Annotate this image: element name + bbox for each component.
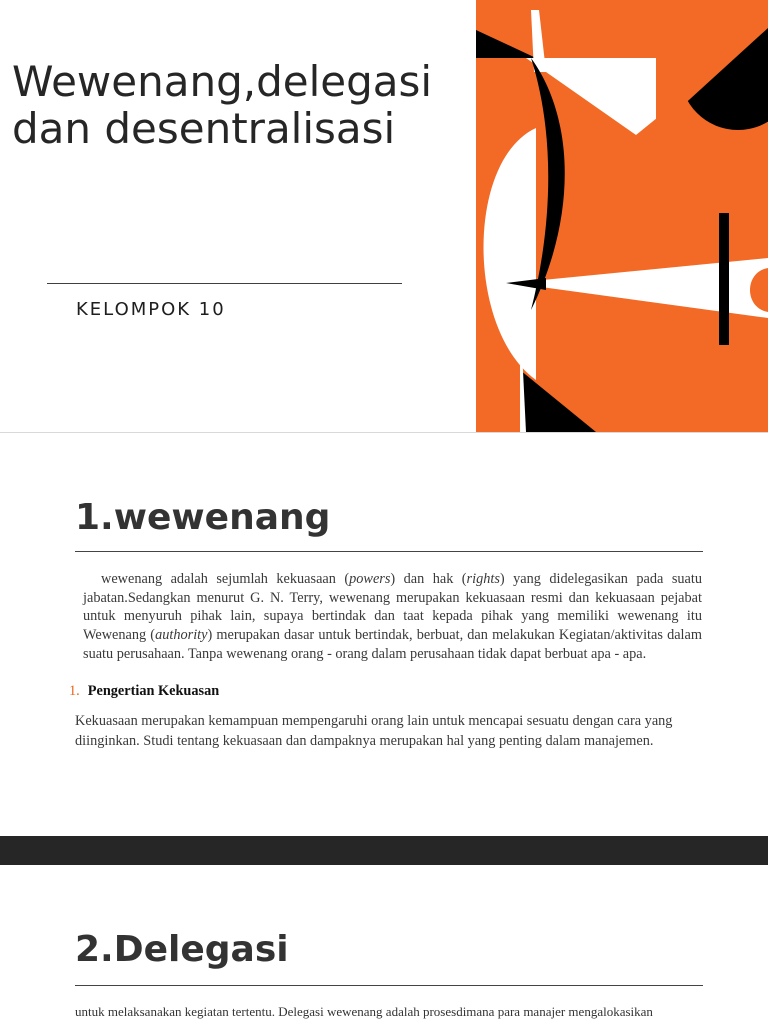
subheading-text: Pengertian Kekuasan [87,683,220,699]
slide-subtitle: KELOMPOK 10 [76,299,226,320]
kekuasaan-paragraph: Kekuasaan merupakan kemampuan mempengaruhi orang lain untuk mencapai sesuatu dengan cara yang diinginkan. Studi tentang kekuasaan dan dampaknya merupakan hal yang penting dalam manajemen. [75,713,673,749]
slide-title [12,58,462,152]
para-text-4: ) merupakan dasar untuk bertindak, berbuat, dan melakukan Kegiatan/aktivitas dalam suatu perusahaan. Tanpa wewenang orang - orang dalam perusahaan tidak dapat berbuat apa - apa. [83,627,702,662]
dark-band [0,836,768,865]
delegasi-slide [0,865,768,1024]
para-text-1: wewenang adalah sejumlah kekuasaan ( [101,571,350,587]
para-rights: rights [466,571,500,587]
section-heading-2: 2.Delegasi [75,929,289,970]
para-text-3: ) yang didelegasikan pada suatu jabatan.Sedangkan menurut G. N. Terry, wewenang merupakan kekuasaan resmi dan kekuasaan pejabat untuk menyuruh pihak lain, supaya bertindak dan taat kepada pihak yang memiliki wewenang itu Wewenang ( [83,571,702,644]
title-line-2: dan desentralisasi [12,104,396,153]
heading-divider [75,551,703,552]
wewenang-slide [0,433,768,836]
title-line-1: Wewenang,delegasi [12,57,433,106]
subheading-number: 1. [69,683,80,699]
subheading [69,683,219,700]
title-divider [47,283,402,284]
wewenang-paragraph [83,570,702,664]
art-black-bar [719,213,729,345]
para-authority: authority [155,627,208,644]
section-heading: 1.wewenang [75,497,331,538]
para-text-2: ) dan hak ( [390,571,467,587]
delegasi-paragraph: untuk melaksanakan kegiatan tertentu. Delegasi wewenang adalah prosesdimana para manajer mengalokasikan [75,1004,653,1019]
title-slide [0,0,768,432]
heading-divider-2 [75,985,703,986]
abstract-artwork [476,0,768,432]
para-powers: powers [349,571,391,587]
